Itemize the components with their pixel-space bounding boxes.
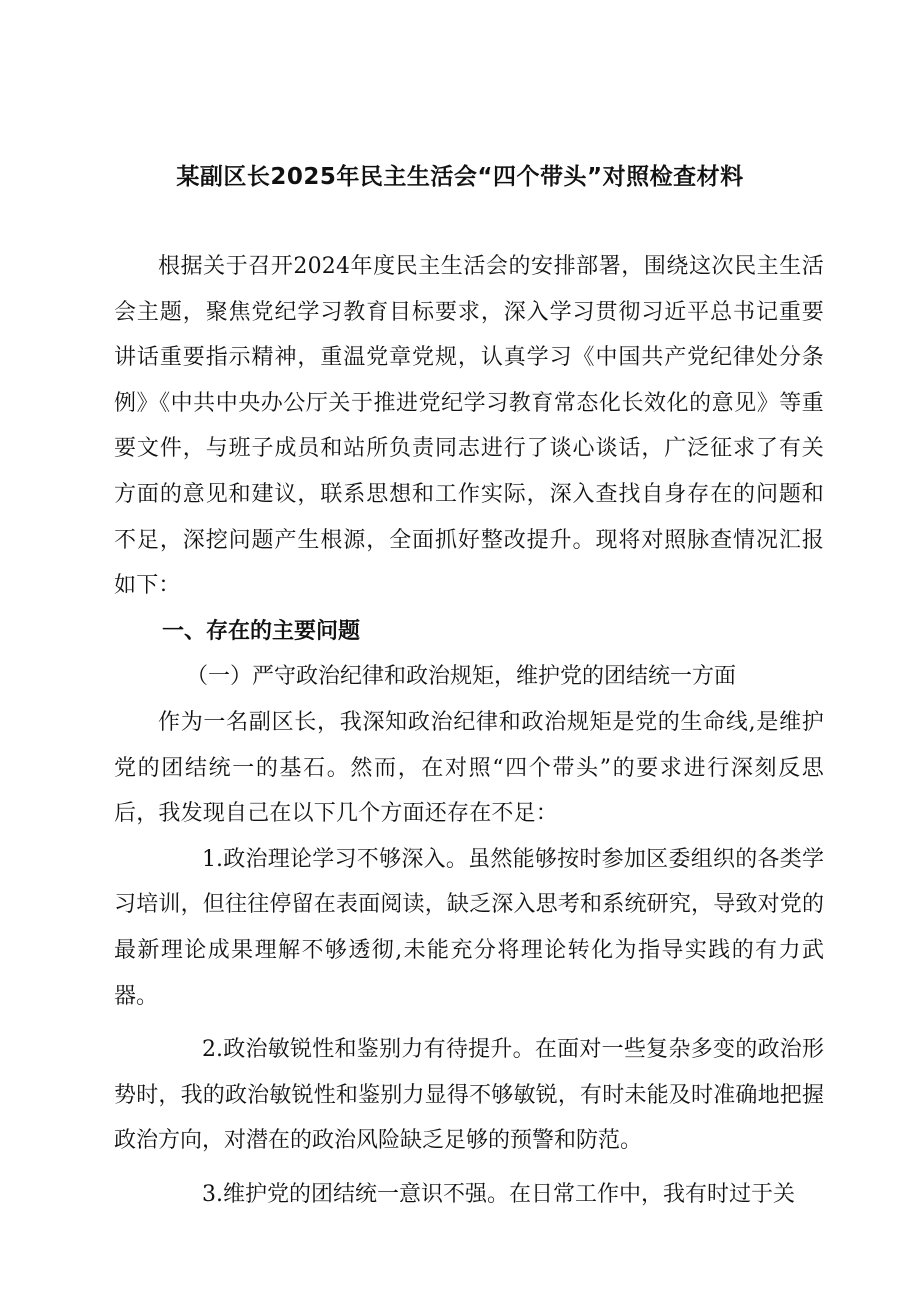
section-heading: 一、存在的主要问题 — [162, 618, 361, 644]
document-title: 某副区长2025年民主生活会“四个带头”对照检查材料 — [176, 164, 744, 190]
list-item-number: 2 — [202, 1037, 216, 1063]
list-item — [114, 1172, 824, 1218]
list-item-text: .政治敏锐性和鉴别力有待提升。在面对一些复杂多变的政治形势时，我的政治敏锐性和鉴别力显得不够敏锐，有时未能及时准确地把握政治方向，对潜在的政治风险缺乏足够的预警和防范。 — [114, 1037, 824, 1154]
list-item-text: .维护党的团结统一意识不强。在日常工作中，我有时过于关 — [216, 1181, 795, 1207]
subsection-intro-paragraph: 作为一名副区长，我深知政治纪律和政治规矩是党的生命线,是维护党的团结统一的基石。然而，在对照“四个带头”的要求进行深刻反思后，我发现自己在以下几个方面还存在不足： — [114, 709, 824, 827]
list-item — [114, 837, 824, 1019]
list-item-text: .政治理论学习不够深入。虽然能够按时参加区委组织的各类学习培训，但往往停留在表面阅读，缺乏深入思考和系统研究，导致对党的最新理论成果理解不够透彻,未能充分将理论转化为指导实践的有力武器。 — [114, 846, 824, 1009]
subsection-heading: （一）严守政治纪律和政治规矩，维护党的团结统一方面 — [186, 664, 737, 690]
list-item — [114, 1027, 824, 1164]
list-item-number: 3 — [202, 1181, 216, 1207]
document-body — [114, 244, 824, 1217]
list-item-number: 1 — [202, 846, 216, 872]
intro-paragraph: 根据关于召开2024年度民主生活会的安排部署，围绕这次民主生活会主题，聚焦党纪学习教育目标要求，深入学习贯彻习近平总书记重要讲话重要指示精神，重温党章党规，认真学习《中国共产党纪律处分条例》《中共中央办公厅关于推进党纪学习教育常态化长效化的意见》等重要文件，与班子成员和站所负责同志进行了谈心谈话，广泛征求了有关方面的意见和建议，联系思想和工作实际，深入查找自身存在的问题和不足，深挖问题产生根源，全面抓好整改提升。现将对照脉查情况汇报如下： — [114, 254, 824, 599]
